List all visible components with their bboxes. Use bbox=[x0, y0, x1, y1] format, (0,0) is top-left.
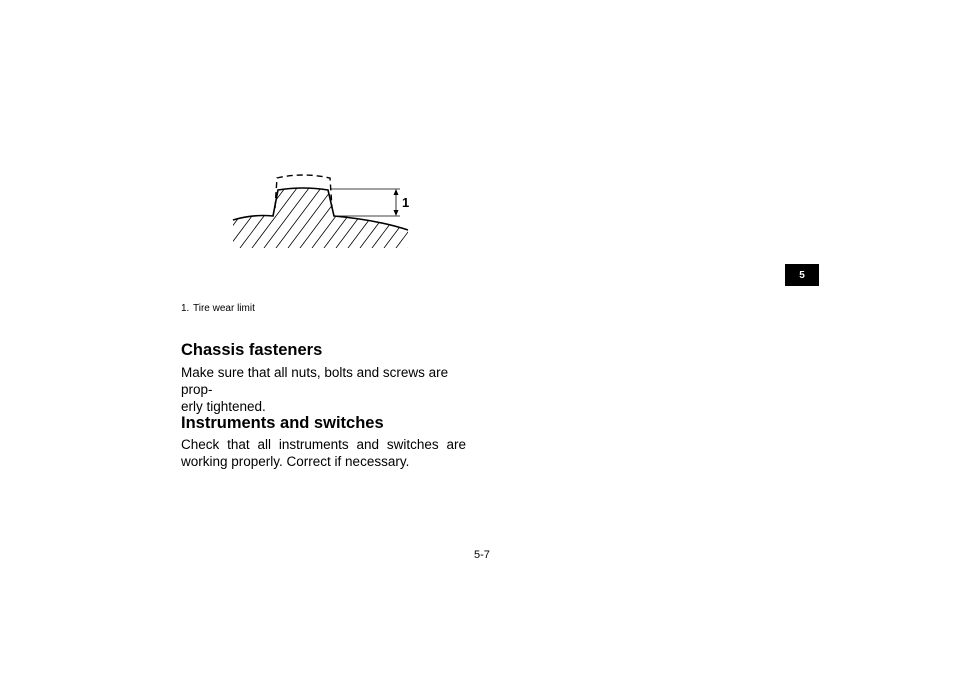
new-tread-dashed-outline bbox=[275, 175, 332, 208]
caption-text: Tire wear limit bbox=[193, 303, 255, 314]
caption-number: 1. bbox=[181, 303, 190, 314]
tire-wear-limit-illustration bbox=[228, 168, 418, 248]
page-number: 5-7 bbox=[474, 549, 490, 561]
chassis-line-1: Make sure that all nuts, bolts and screws are prop- bbox=[181, 365, 449, 397]
tread-outline bbox=[233, 188, 408, 230]
figure-caption bbox=[181, 303, 255, 314]
instruments-switches-heading: Instruments and switches bbox=[181, 414, 384, 432]
chapter-tab bbox=[785, 264, 819, 286]
instruments-switches-paragraph bbox=[181, 436, 466, 470]
tread-hatching bbox=[228, 168, 418, 248]
callout-number: 1 bbox=[402, 195, 410, 210]
dimension-arrow-up bbox=[394, 189, 399, 195]
chapter-tab-label: 5 bbox=[799, 269, 805, 281]
instruments-line-1: Check that all instruments and switches are bbox=[181, 437, 466, 452]
dimension-arrow-down bbox=[394, 210, 399, 216]
chassis-fasteners-heading: Chassis fasteners bbox=[181, 341, 323, 359]
chassis-line-2: erly tightened. bbox=[181, 399, 266, 414]
chassis-fasteners-paragraph bbox=[181, 364, 466, 415]
instruments-line-2: working properly. Correct if necessary. bbox=[181, 454, 410, 469]
